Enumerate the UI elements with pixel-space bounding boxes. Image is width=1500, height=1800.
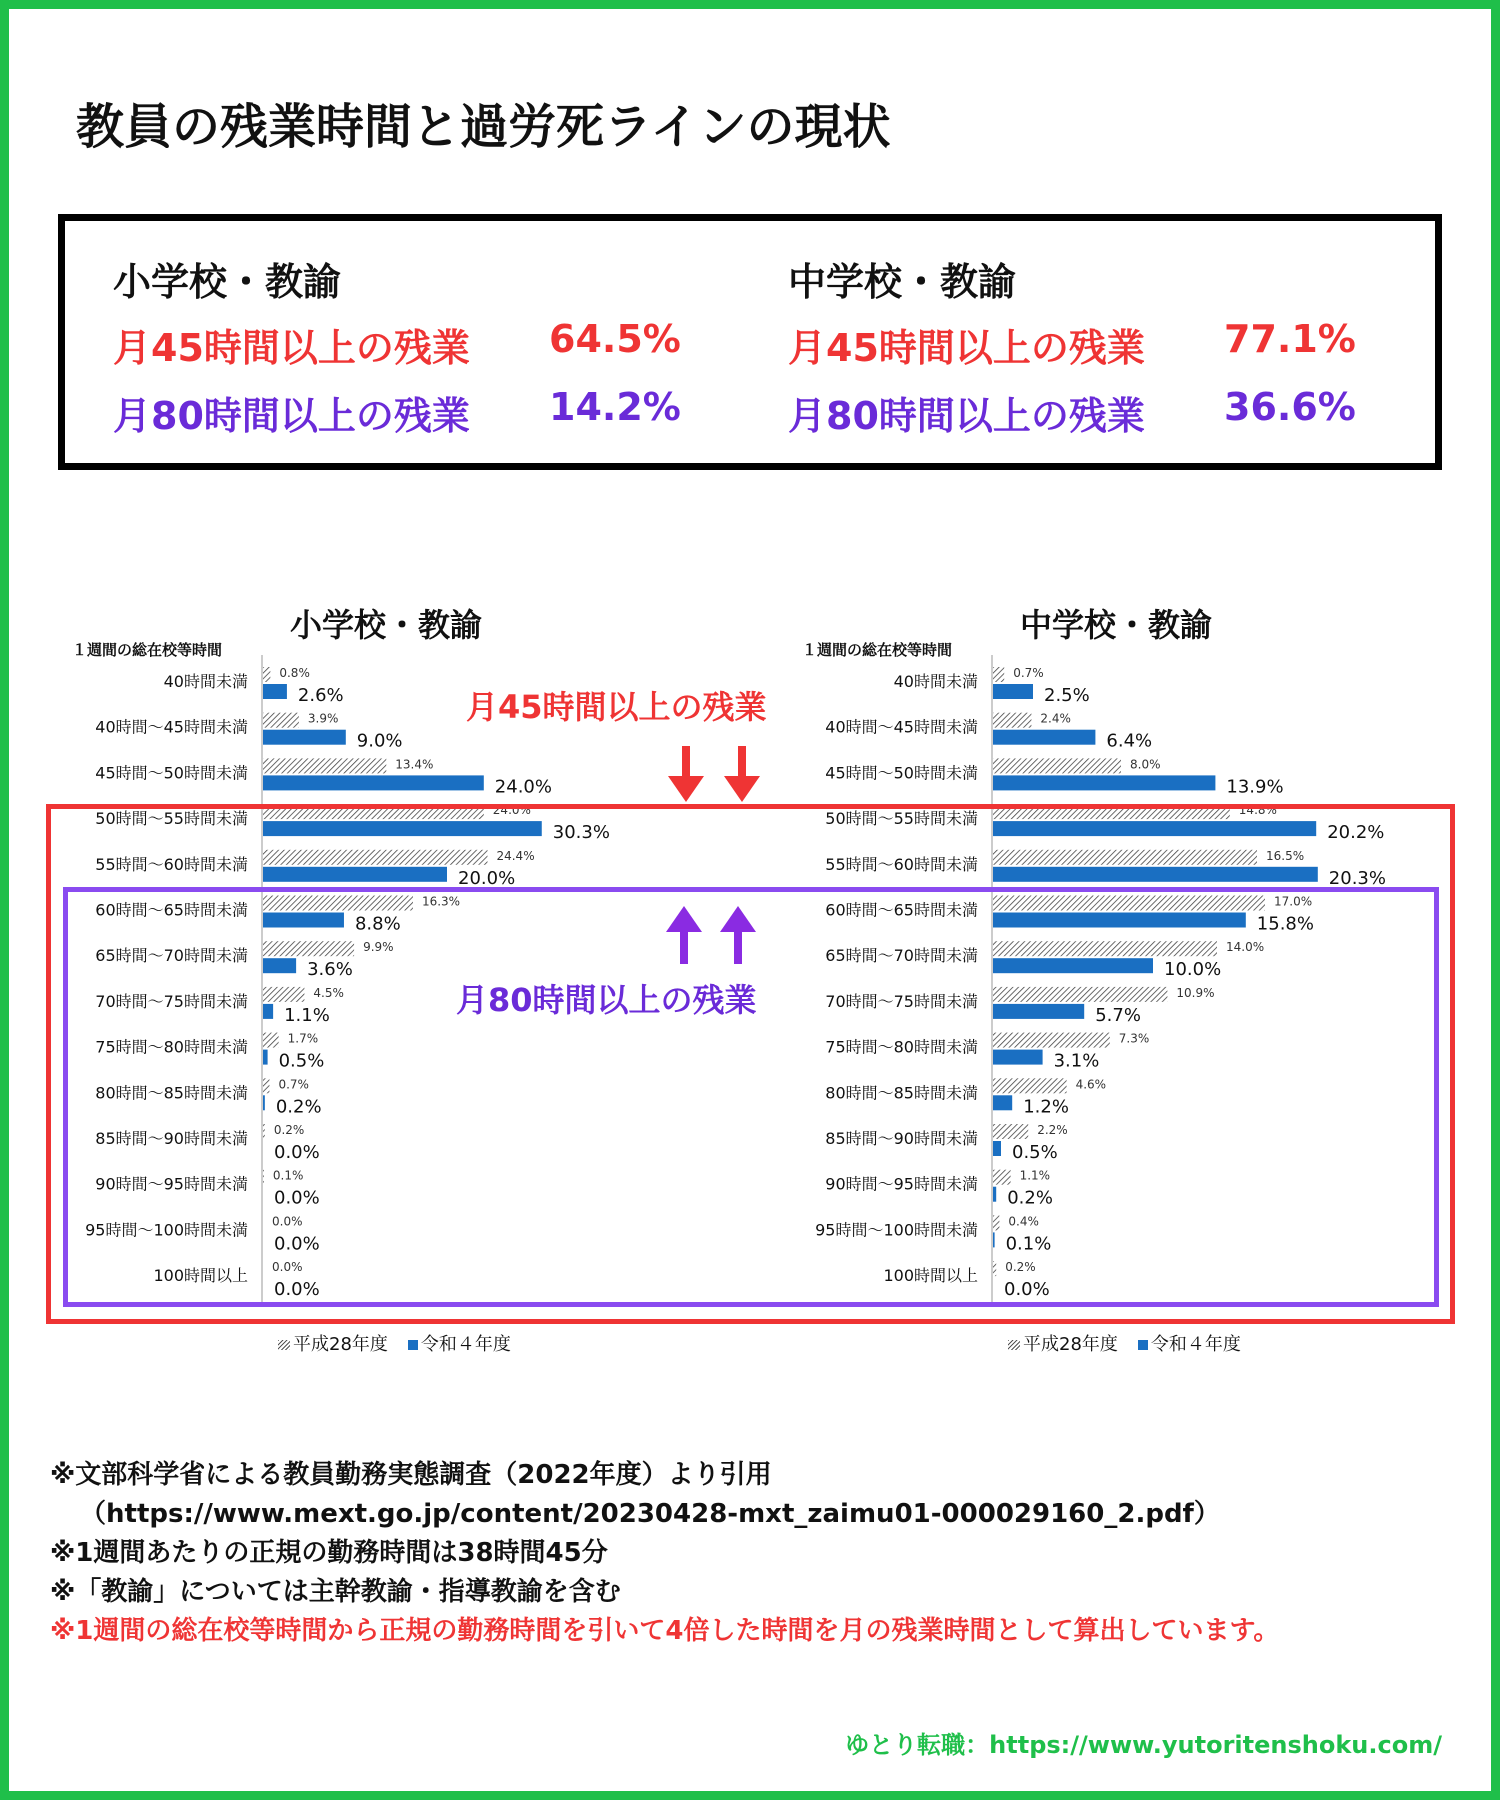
category-label: 75時間～80時間未満 [825,1037,978,1057]
value-label-reiwa4: 0.1% [1005,1233,1052,1255]
summary-junior-80 [788,385,1356,453]
summary-junior-80-label: 月80時間以上の残業 [788,394,1145,438]
value-label-heisei28: 3.9% [307,711,339,726]
bar-reiwa4 [993,775,1215,790]
category-label: 55時間～60時間未満 [95,854,248,874]
legend-blue-swatch [1138,1340,1148,1350]
summary-box [58,214,1442,470]
category-label: 80時間～85時間未満 [825,1083,978,1103]
summary-elementary-45-value: 64.5% [549,317,681,361]
value-label-reiwa4: 20.2% [1327,822,1385,844]
value-label-heisei28: 0.7% [278,1077,309,1092]
annotation-over45: 月45時間以上の残業 [466,688,767,726]
bar-heisei28 [993,713,1031,728]
annotation-over80: 月80時間以上の残業 [456,981,757,1019]
value-label-heisei28: 2.2% [1037,1123,1068,1137]
legend-hatch-swatch [1008,1340,1020,1350]
value-label-reiwa4: 13.9% [1226,776,1284,798]
legend-series-1: 平成28年度 [1023,1334,1118,1355]
bar-heisei28 [993,667,1004,682]
value-label-reiwa4: 1.1% [284,1004,330,1026]
value-label-heisei28: 16.3% [421,894,461,909]
value-label-reiwa4: 10.0% [1164,959,1222,981]
value-label-reiwa4: 24.0% [494,776,552,798]
bar-heisei28 [263,713,299,728]
bar-reiwa4 [263,684,287,699]
summary-elementary-80 [113,385,681,453]
value-label-heisei28: 7.3% [1118,1031,1150,1046]
category-label: 50時間～55時間未満 [825,809,978,829]
value-label-reiwa4: 0.2% [1007,1187,1053,1209]
value-label-reiwa4: 2.6% [297,685,344,706]
legend-series-2: 令和４年度 [1150,1334,1241,1355]
value-label-heisei28: 14.8% [1238,803,1277,818]
value-label-heisei28: 2.4% [1040,711,1071,726]
chart-elementary-title: 小学校・教諭 [290,606,483,644]
value-label-heisei28: 14.0% [1226,940,1265,955]
category-label: 80時間～85時間未満 [95,1083,248,1103]
value-label-heisei28: 16.5% [1266,848,1305,863]
category-label: 100時間以上 [153,1266,248,1286]
category-label: 90時間～95時間未満 [825,1174,978,1194]
summary-junior-45-value: 77.1% [1224,317,1356,361]
summary-elementary-heading: 小学校・教諭 [113,260,342,304]
category-label: 65時間～70時間未満 [95,946,248,966]
value-label-heisei28: 13.4% [395,757,434,772]
value-label-heisei28: 24.0% [492,803,531,818]
value-label-heisei28: 0.2% [1005,1260,1036,1275]
value-label-heisei28: 0.1% [272,1168,304,1183]
value-label-heisei28: 0.4% [1008,1214,1039,1229]
bar-reiwa4 [993,684,1033,699]
value-label-heisei28: 0.7% [1013,666,1044,680]
summary-elementary-80-value: 14.2% [549,385,681,429]
value-label-heisei28: 24.4% [496,848,535,863]
value-label-reiwa4: 0.2% [275,1096,322,1118]
chart-junior-legend [1008,1330,1241,1356]
value-label-reiwa4: 0.0% [274,1142,320,1163]
value-label-heisei28: 0.0% [272,1214,303,1229]
footer-credit: ゆとり転職：https://www.yutoritenshoku.com/ [845,1731,1442,1759]
value-label-reiwa4: 1.2% [1023,1096,1069,1118]
note-source: ※文部科学省による教員勤務実態調査（2022年度）より引用 [50,1460,772,1490]
category-label: 100時間以上 [883,1266,978,1286]
value-label-reiwa4: 20.3% [1328,867,1386,889]
category-label: 60時間～65時間未満 [95,900,248,920]
arrow-up-icon [720,906,756,964]
value-label-heisei28: 17.0% [1274,894,1313,909]
value-label-reiwa4: 9.0% [356,730,403,752]
value-label-reiwa4: 5.7% [1095,1004,1141,1026]
value-label-reiwa4: 0.5% [278,1050,325,1072]
category-label: 85時間～90時間未満 [825,1129,978,1148]
bar-heisei28 [263,667,270,682]
note-source-url: （https://www.mext.go.jp/content/20230428-mxt_zaimu01-000029160_2.pdf） [80,1499,1220,1529]
summary-junior-heading: 中学校・教諭 [788,260,1017,304]
value-label-heisei28: 0.2% [273,1123,305,1137]
arrow-down-icon [668,746,704,804]
notes [50,1456,1279,1651]
value-label-reiwa4: 3.6% [307,959,353,981]
summary-elementary-45-label: 月45時間以上の残業 [113,326,470,370]
value-label-heisei28: 4.5% [313,985,344,1000]
value-label-heisei28: 1.1% [1019,1168,1051,1183]
category-label: 45時間～50時間未満 [95,763,248,783]
note-calculation: ※1週間の総在校等時間から正規の勤務時間を引いて4倍した時間を月の残業時間として算出しています。 [50,1616,1280,1646]
category-label: 75時間～80時間未満 [95,1037,248,1057]
value-label-heisei28: 10.9% [1176,985,1215,1000]
category-label: 40時間～45時間未満 [825,717,978,737]
chart-elementary-axis-label: １週間の総在校等時間 [72,641,223,659]
bar-reiwa4 [263,730,346,745]
summary-junior-80-value: 36.6% [1224,385,1356,429]
category-label: 70時間～75時間未満 [825,991,978,1011]
note-regular-hours: ※1週間あたりの正規の勤務時間は38時間45分 [50,1538,608,1568]
category-label: 95時間～100時間未満 [85,1220,248,1240]
category-label: 65時間～70時間未満 [825,946,978,966]
value-label-heisei28: 4.6% [1075,1077,1107,1092]
category-label: 50時間～55時間未満 [95,809,248,829]
value-label-reiwa4: 0.5% [1012,1142,1058,1163]
category-label: 40時間未満 [163,672,248,691]
value-label-reiwa4: 0.0% [274,1233,320,1255]
bar-reiwa4 [993,730,1095,745]
category-label: 45時間～50時間未満 [825,763,978,783]
category-label: 70時間～75時間未満 [95,991,248,1011]
category-label: 40時間～45時間未満 [95,717,248,737]
value-label-heisei28: 8.0% [1130,757,1161,772]
bar-heisei28 [993,758,1121,773]
value-label-reiwa4: 2.5% [1044,685,1090,706]
summary-junior-45 [788,317,1356,385]
value-label-reiwa4: 6.4% [1106,730,1153,752]
bar-heisei28 [263,758,386,773]
legend-hatch-swatch [278,1340,290,1350]
value-label-heisei28: 0.8% [279,666,310,680]
category-label: 95時間～100時間未満 [815,1220,978,1240]
page-title: 教員の残業時間と過労死ラインの現状 [76,99,891,155]
chart-junior-axis-label: １週間の総在校等時間 [802,641,953,659]
legend-series-1: 平成28年度 [293,1334,388,1355]
arrow-up-icon [666,906,702,964]
legend-series-2: 令和４年度 [420,1334,511,1355]
summary-elementary [113,251,681,453]
value-label-reiwa4: 15.8% [1256,913,1314,935]
legend-blue-swatch [408,1340,418,1350]
value-label-reiwa4: 8.8% [354,913,401,935]
category-label: 60時間～65時間未満 [825,900,978,920]
value-label-reiwa4: 30.3% [552,822,610,844]
value-label-reiwa4: 0.0% [1004,1279,1050,1301]
chart-junior-title: 中学校・教諭 [1020,606,1213,644]
value-label-reiwa4: 0.0% [274,1279,320,1301]
category-label: 55時間～60時間未満 [825,854,978,874]
category-label: 40時間未満 [893,672,978,691]
value-label-heisei28: 1.7% [287,1031,319,1046]
category-label: 85時間～90時間未満 [95,1129,248,1148]
summary-elementary-80-label: 月80時間以上の残業 [113,394,470,438]
note-teacher-definition: ※「教諭」については主幹教諭・指導教諭を含む [50,1577,621,1607]
value-label-heisei28: 9.9% [363,940,394,955]
summary-junior-45-label: 月45時間以上の残業 [788,326,1145,370]
category-label: 90時間～95時間未満 [95,1174,248,1194]
summary-elementary-45 [113,317,681,385]
value-label-reiwa4: 20.0% [458,867,516,889]
bar-reiwa4 [263,775,484,790]
value-label-reiwa4: 3.1% [1053,1050,1100,1072]
chart-elementary-legend [278,1330,511,1356]
value-label-heisei28: 0.0% [272,1260,303,1275]
arrow-down-icon [724,746,760,804]
summary-junior [788,251,1356,453]
value-label-reiwa4: 0.0% [274,1187,320,1209]
